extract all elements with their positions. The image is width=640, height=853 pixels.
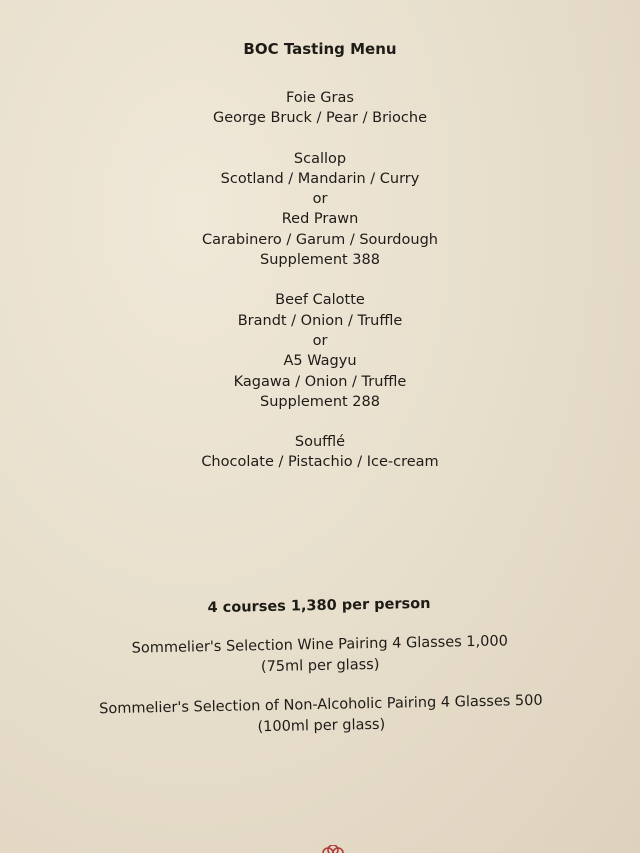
course-line: A5 Wagyu xyxy=(283,353,357,370)
course-line: Red Prawn xyxy=(281,211,359,228)
course-line: Supplement 288 xyxy=(260,393,380,410)
course-line: Kagawa / Onion / Truffle xyxy=(233,373,407,390)
course-line: Beef Calotte xyxy=(275,292,365,309)
course-line: Chocolate / Pistachio / Ice-cream xyxy=(201,454,439,471)
course-line: or xyxy=(312,191,328,208)
pairing-note: (100ml per glass) xyxy=(257,716,386,736)
non-alcoholic-pairing xyxy=(1,689,640,743)
pricing-section xyxy=(0,590,640,761)
course-scallop-or-prawn xyxy=(0,149,640,271)
pairing-name: Sommelier's Selection Wine Pairing 4 Glasses 1,000 xyxy=(131,633,509,657)
course-line: Foie Gras xyxy=(286,90,354,106)
course-line: Carabinero / Garum / Sourdough xyxy=(202,231,438,248)
course-line: Soufflé xyxy=(294,434,346,451)
menu-title: BOC Tasting Menu xyxy=(243,40,397,58)
course-line: George Bruck / Pear / Brioche xyxy=(212,110,428,127)
course-line: or xyxy=(312,332,328,349)
course-souffle xyxy=(0,432,640,473)
wine-pairing xyxy=(0,629,640,683)
course-beef-or-wagyu xyxy=(0,290,640,412)
course-foie-gras xyxy=(0,88,640,129)
course-list xyxy=(0,88,640,493)
flower-logo-icon xyxy=(321,845,345,853)
course-line: Brandt / Onion / Truffle xyxy=(237,312,403,329)
pairing-name: Sommelier's Selection of Non-Alcoholic Pairing 4 Glasses 500 xyxy=(99,692,543,718)
course-line: Scotland / Mandarin / Curry xyxy=(220,170,420,187)
pairing-note: (75ml per glass) xyxy=(260,656,380,676)
course-line: Supplement 388 xyxy=(260,252,380,269)
course-line: Scallop xyxy=(293,150,347,167)
price-line: 4 courses 1,380 per person xyxy=(207,595,431,617)
